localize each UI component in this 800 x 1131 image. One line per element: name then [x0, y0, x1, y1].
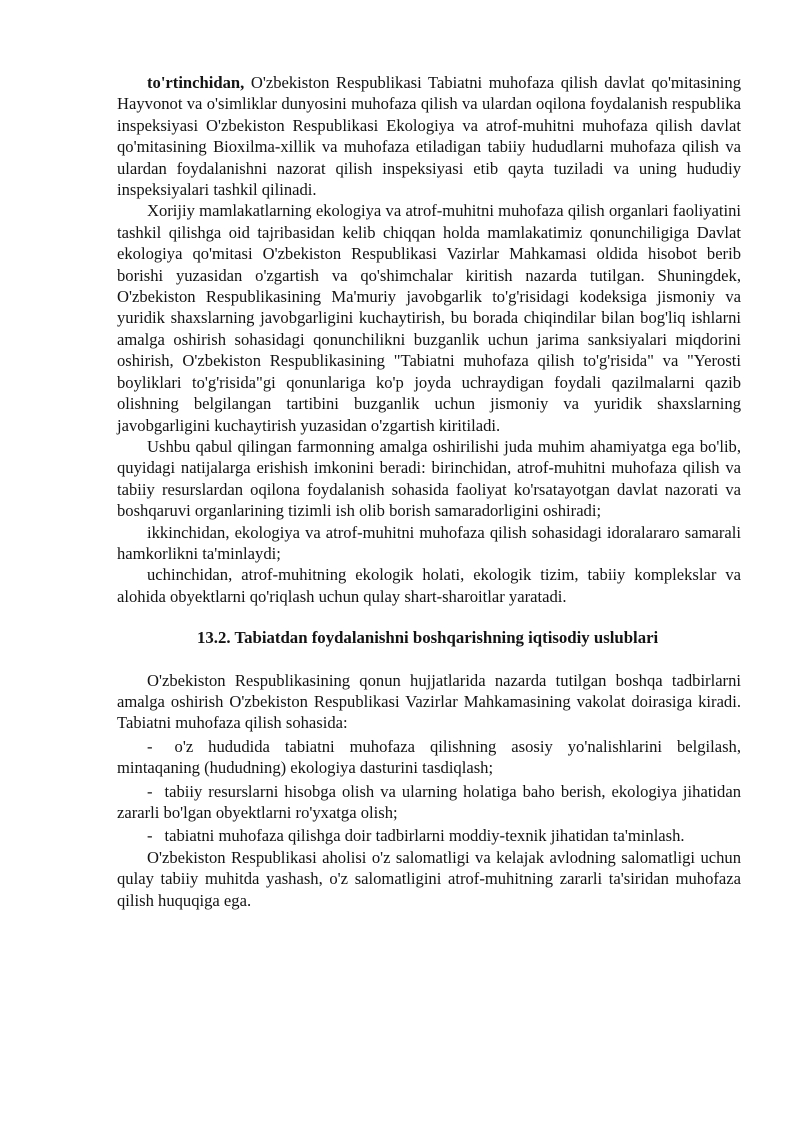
paragraph-lead-word: to'rtinchidan,	[147, 73, 245, 92]
paragraph-decree-results: Ushbu qabul qilingan farmonning amalga oshirilishi juda muhim ahamiyatga ega bo'lib, quyidagi natijalarga erishish imkonini beradi: birinchidan, atrof-muhitni muhofaza qilish va tabiiy resurslardan oqilona foydalanish sohasida faoliyat ko'rsatayotgan davlat nazorati va boshqaruvi organlarining tizimli ish olib borish samaradorligini oshiradi;	[117, 436, 741, 521]
list-item	[117, 781, 741, 824]
dash-bullet: -	[147, 781, 153, 801]
dash-bullet: -	[147, 826, 153, 846]
list-item	[117, 825, 741, 846]
paragraph-secondly: ikkinchidan, ekologiya va atrof-muhitni muhofaza qilish sohasidagi idoralararo samarali hamkorlikni ta'minlaydi;	[117, 522, 741, 563]
section-heading: 13.2. Tabiatdan foydalanishni boshqarishning iqtisodiy uslublari	[197, 628, 659, 648]
document-page	[117, 72, 741, 911]
list-item-text: tabiatni muhofaza qilishga doir tadbirlarni moddiy-texnik jihatidan ta'minlash.	[164, 826, 685, 846]
paragraph-text: O'zbekiston Respublikasi Tabiatni muhofaza qilish davlat qo'mitasining Hayvonot va o'simliklar dunyosini muhofaza qilish va ulardan oqilona foydalanish respublika inspeksiyasi O'zbekiston Respublikasi Ekologiya va atrof-muhitni muhofaza qilish davlat qo'mitasining Bioxilma-xillik va muhofaza etiladigan tabiiy hududlarni muhofaza qilish va ulardan foydalanishni nazorat qilish inspeksiyasi etib qayta tuziladi va uning hududiy inspeksiyalari tashkil qilinadi.	[117, 73, 741, 200]
dash-bullet: -	[147, 736, 153, 756]
paragraph-thirdly: uchinchidan, atrof-muhitning ekologik holati, ekologik tizim, tabiiy komplekslar va alohida obyektlarni qo'riqlash uchun qulay shart-sharoitlar yaratadi.	[117, 565, 741, 606]
paragraph-foreign-experience: Xorijiy mamlakatlarning ekologiya va atrof-muhitni muhofaza qilish organlari faoliyatini tashkil qilishga oid tajribasidan kelib chiqqan holda mamlakatimiz qonunchiligiga Davlat ekologiya qo'mitasi O'zbekiston Respublikasi Vazirlar Mahkamasi oldida hisobot berib borishi yuzasidan o'zgartish va qo'shimchalar kiritish nazarda tutilgan. Shuningdek, O'zbekiston Respublikasining Ma'muriy javobgarlik to'g'risidagi kodeksiga jismoniy va yuridik shaxslarning javobgarligini kuchaytirish, bu borada chiqindilar bilan bog'liq ishlarni amalga oshirish sohasidagi qonunchilikni buzganlik uchun jarima sanksiyalari miqdorini oshirish, O'zbekiston Respublikasining "Tabiatni muhofaza qilish to'g'risida" va "Yerosti boyliklari to'g'risida"gi qonunlariga ko'p joyda uchraydigan foydali qazilmalarni qazib olishning belgilangan tartibini buzganlik uchun jismoniy va yuridik shaxslarning javobgarligini kuchaytirish yuzasidan o'zgartish kiritiladi.	[117, 201, 741, 435]
closing-paragraph: O'zbekiston Respublikasi aholisi o'z salomatligi va kelajak avlodning salomatligi uchun qulay tabiiy muhitda yashash, o'z salomatligini atrof-muhitning zararli ta'siridan muhofaza qilish huquqiga ega.	[117, 847, 741, 910]
paragraph-fourthly	[117, 72, 741, 200]
section-intro-paragraph: O'zbekiston Respublikasining qonun hujjatlarida nazarda tutilgan boshqa tadbirlarni amalga oshirish O'zbekiston Respublikasi Vazirlar Mahkamasining vakolat doirasiga kiradi. Tabiatni muhofaza qilish sohasida:	[117, 670, 741, 733]
list-item	[117, 736, 741, 779]
list-item-text: o'z hududida tabiatni muhofaza qilishning asosiy yo'nalishlarini belgilash, mintaqaning (hududning) ekologiya dasturini tasdiqlash;	[117, 736, 741, 778]
list-item-text: tabiiy resurslarni hisobga olish va ularning holatiga baho berish, ekologiya jihatidan zararli bo'lgan obyektlarni ro'yxatga olish;	[117, 781, 741, 822]
